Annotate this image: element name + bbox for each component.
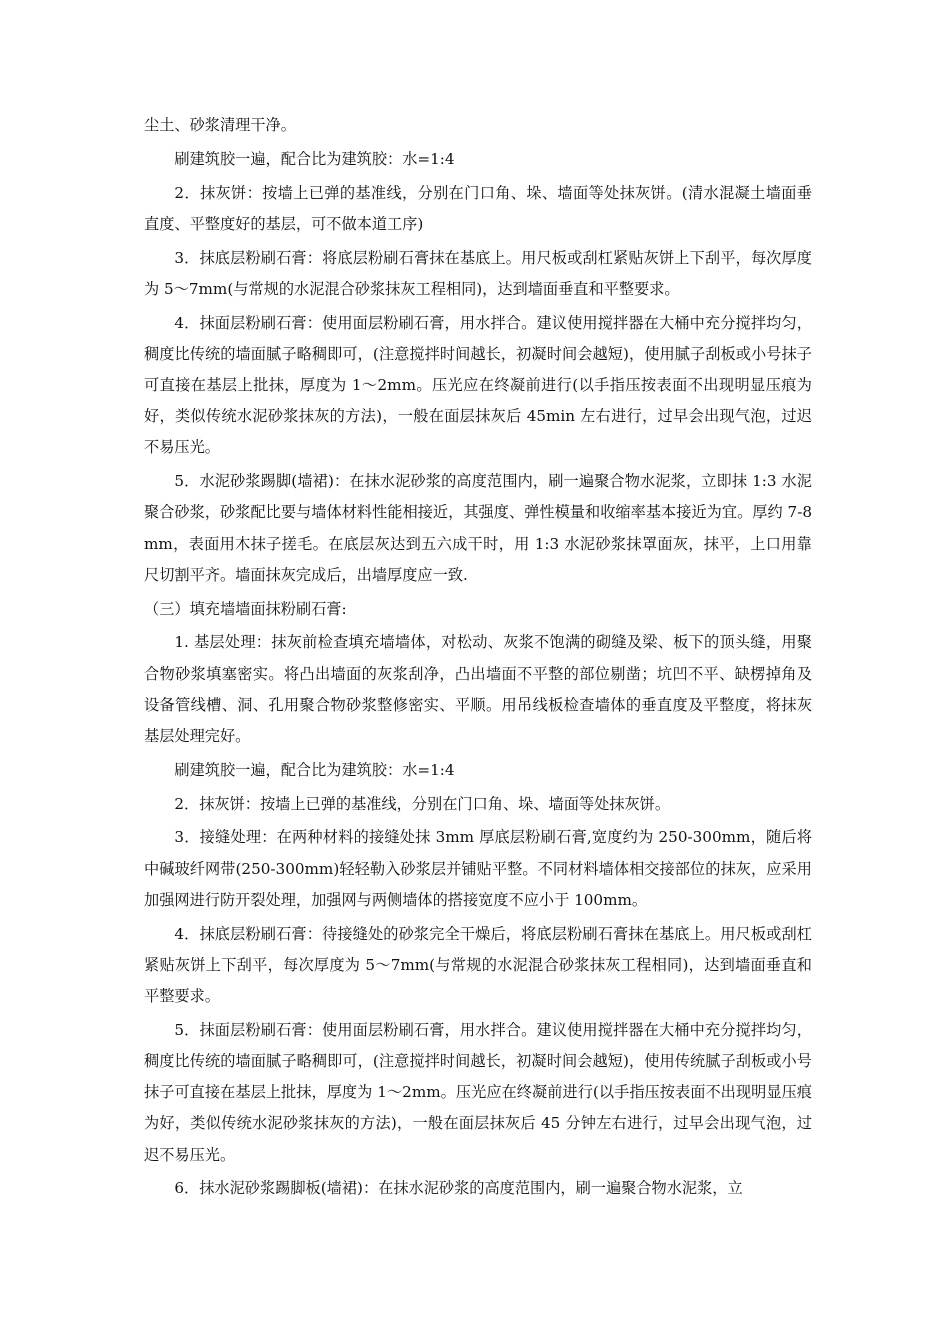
paragraph: 2．抹灰饼：按墙上已弹的基准线，分别在门口角、垛、墙面等处抹灰饼。(清水混凝土墙面垂直度、平整度好的基层，可不做本道工序) bbox=[144, 183, 812, 233]
paragraph: 1. 基层处理：抹灰前检查填充墙墙体，对松动、灰浆不饱满的砌缝及梁、板下的顶头缝，用聚合物砂浆填塞密实。将凸出墙面的灰浆刮净，凸出墙面不平整的部位剔凿；坑凹不平、缺楞掉角及设备管线槽、洞、孔用聚合物砂浆整修密实、平顺。用吊线板检查墙体的垂直度及平整度，将抹灰基层处理完好。 bbox=[144, 633, 812, 746]
paragraph: 5．水泥砂浆踢脚(墙裙)：在抹水泥砂浆的高度范围内，刷一遍聚合物水泥浆，立即抹 1:3 水泥聚合砂浆，砂浆配比要与墙体材料性能相接近，其强度、弹性模量和收缩率基本接近为宜。厚约 7-8mm，表面用木抹子搓毛。在底层灰达到五六成干时，用 1:3 水泥砂浆抹罩面灰，抹平，上口用靠尺切割平齐。墙面抹灰完成后，出墙厚度应一致. bbox=[144, 472, 812, 584]
paragraph: 3．接缝处理：在两种材料的接缝处抹 3mm 厚底层粉刷石膏,宽度约为 250-300mm，随后将中碱玻纤网带(250-300mm)轻轻勒入砂浆层并铺贴平整。不同材料墙体相交接部位的抹灰，应采用加强网进行防开裂处理，加强网与两侧墙体的搭接宽度不应小于 100mm。 bbox=[144, 828, 812, 909]
paragraph: 3．抹底层粉刷石膏：将底层粉刷石膏抹在基底上。用尺板或刮杠紧贴灰饼上下刮平，每次厚度为 5～7mm(与常规的水泥混合砂浆抹灰工程相同)，达到墙面垂直和平整要求。 bbox=[144, 248, 812, 298]
section-heading: （三）填充墙墙面抹粉刷石膏: bbox=[144, 599, 347, 618]
paragraph: 6．抹水泥砂浆踢脚板(墙裙)：在抹水泥砂浆的高度范围内，刷一遍聚合物水泥浆，立 bbox=[174, 1179, 743, 1198]
paragraph: 刷建筑胶一遍，配合比为建筑胶：水=1:4 bbox=[174, 149, 455, 168]
paragraph: 4．抹底层粉刷石膏：待接缝处的砂浆完全干燥后，将底层粉刷石膏抹在基底上。用尺板或刮杠紧贴灰饼上下刮平，每次厚度为 5～7mm(与常规的水泥混合砂浆抹灰工程相同)，达到墙面垂直和平整要求。 bbox=[144, 924, 812, 1006]
paragraph: 2．抹灰饼：按墙上已弹的基准线，分别在门口角、垛、墙面等处抹灰饼。 bbox=[174, 794, 671, 813]
document-body bbox=[144, 110, 812, 1207]
paragraph: 尘土、砂浆清理干净。 bbox=[144, 116, 296, 134]
paragraph: 刷建筑胶一遍，配合比为建筑胶：水=1:4 bbox=[174, 760, 455, 779]
paragraph: 4．抹面层粉刷石膏：使用面层粉刷石膏，用水拌合。建议使用搅拌器在大桶中充分搅拌均匀，稠度比传统的墙面腻子略稠即可，(注意搅拌时间越长，初凝时间会越短)，使用腻子刮板或小号抹子可直接在基层上批抹，厚度为 1～2mm。压光应在终凝前进行(以手指压按表面不出现明显压痕为好，类似传统水泥砂浆抹灰的方法)，一般在面层抹灰后 45min 左右进行，过早会出现气泡，过迟不易压光。 bbox=[144, 313, 812, 457]
paragraph: 5．抹面层粉刷石膏：使用面层粉刷石膏，用水拌合。建议使用搅拌器在大桶中充分搅拌均匀，稠度比传统的墙面腻子略稠即可，(注意搅拌时间越长，初凝时间会越短)，使用传统腻子刮板或小号抹子可直接在基层上批抹，厚度为 1～2mm。压光应在终凝前进行(以手指压按表面不出现明显压痕为好，类似传统水泥砂浆抹灰的方法)，一般在面层抹灰后 45 分钟左右进行，过早会出现气泡，过迟不易压光。 bbox=[144, 1020, 812, 1164]
